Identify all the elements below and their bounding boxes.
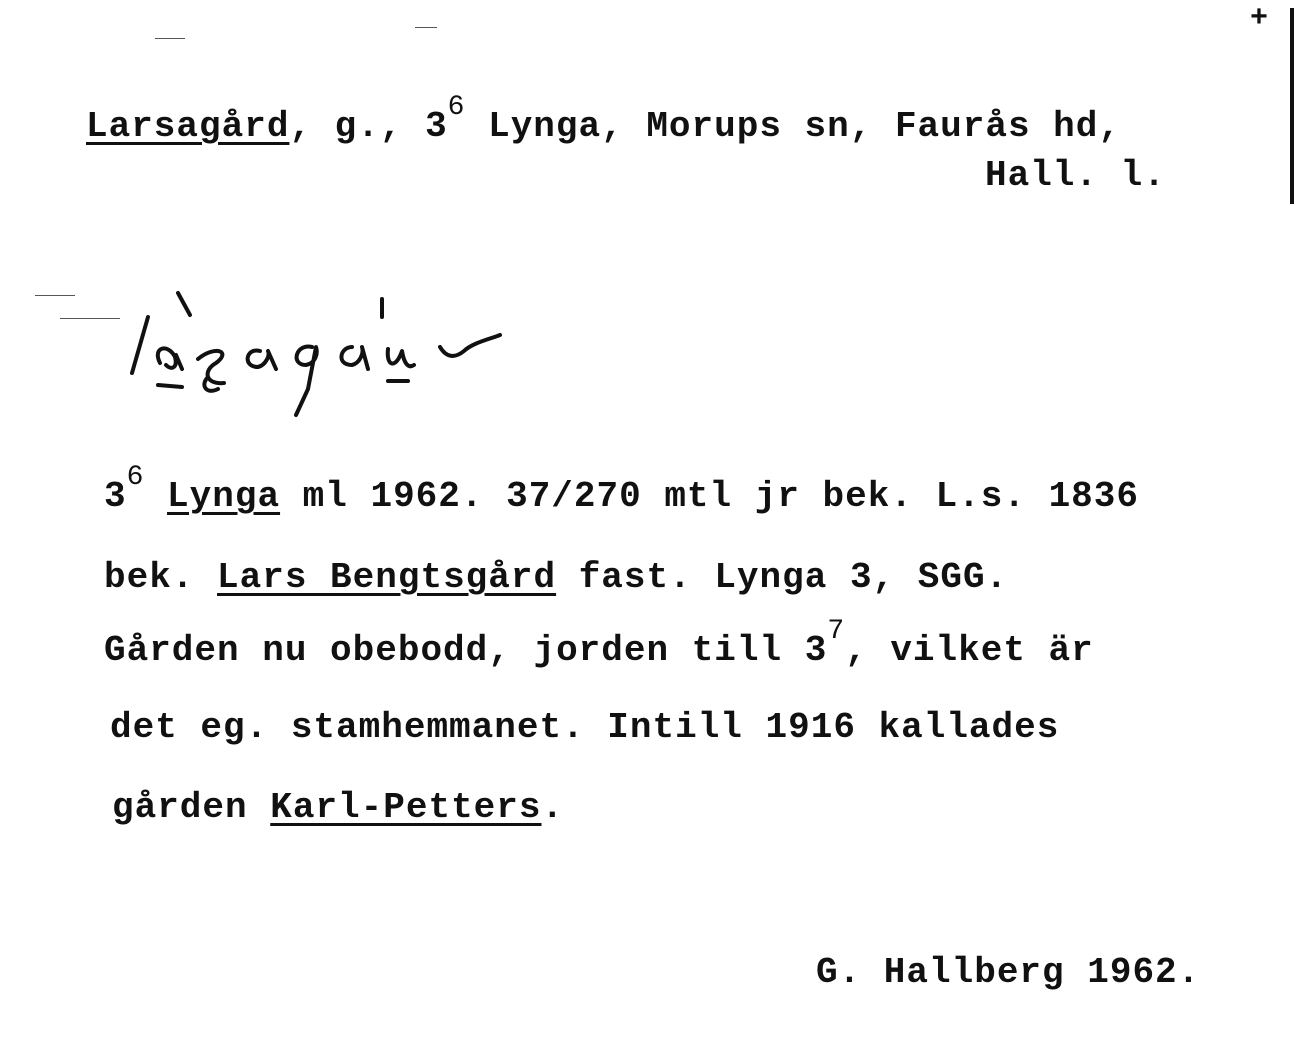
body-name-karl-petters: Karl-Petters: [270, 787, 542, 828]
body-line-3-rest: , vilket är: [845, 630, 1094, 671]
body-number: 3: [104, 476, 127, 517]
scan-speck: [155, 38, 185, 39]
header-number-superscript: 6: [447, 92, 466, 123]
body-place-lynga: Lynga: [167, 476, 281, 517]
body-line-4: det eg. stamhemmanet. Intill 1916 kallades: [110, 707, 1060, 748]
scan-speck: [60, 318, 120, 319]
header-location: Lynga, Morups sn, Faurås hd,: [465, 106, 1121, 147]
body-line-2: [104, 557, 1009, 598]
body-line-1: [104, 462, 1139, 517]
body-line-2-pre: bek.: [104, 557, 218, 598]
body-line-5-pre: gården: [112, 787, 271, 828]
body-line-5-post: .: [541, 787, 565, 828]
body-line-3: [104, 616, 1094, 671]
body-line-3-pre: Gården nu obebodd, jorden till 3: [104, 630, 828, 671]
header-number: 3: [425, 106, 448, 147]
handwritten-pronunciation: [120, 285, 520, 425]
body-line-3-superscript: 7: [827, 616, 846, 647]
scan-speck: [415, 27, 437, 28]
body-name-lars-bengtsgard: Lars Bengtsgård: [217, 557, 557, 598]
body-line-1-rest: ml 1962. 37/270 mtl jr bek. L.s. 1836: [280, 476, 1139, 517]
card-edge-line: [1290, 8, 1294, 204]
body-line-2-rest: fast. Lynga 3, SGG.: [556, 557, 1009, 598]
header-line-1: [86, 92, 1121, 147]
body-line-5: [112, 787, 565, 828]
header-after-name: , g.,: [289, 106, 426, 147]
signature: G. Hallberg 1962.: [816, 952, 1201, 993]
header-line-2: Hall. l.: [985, 155, 1166, 196]
place-name: Larsagård: [86, 106, 290, 147]
scan-speck: [35, 295, 75, 296]
body-number-superscript: 6: [126, 462, 145, 493]
corner-plus-mark: +: [1250, 2, 1269, 36]
